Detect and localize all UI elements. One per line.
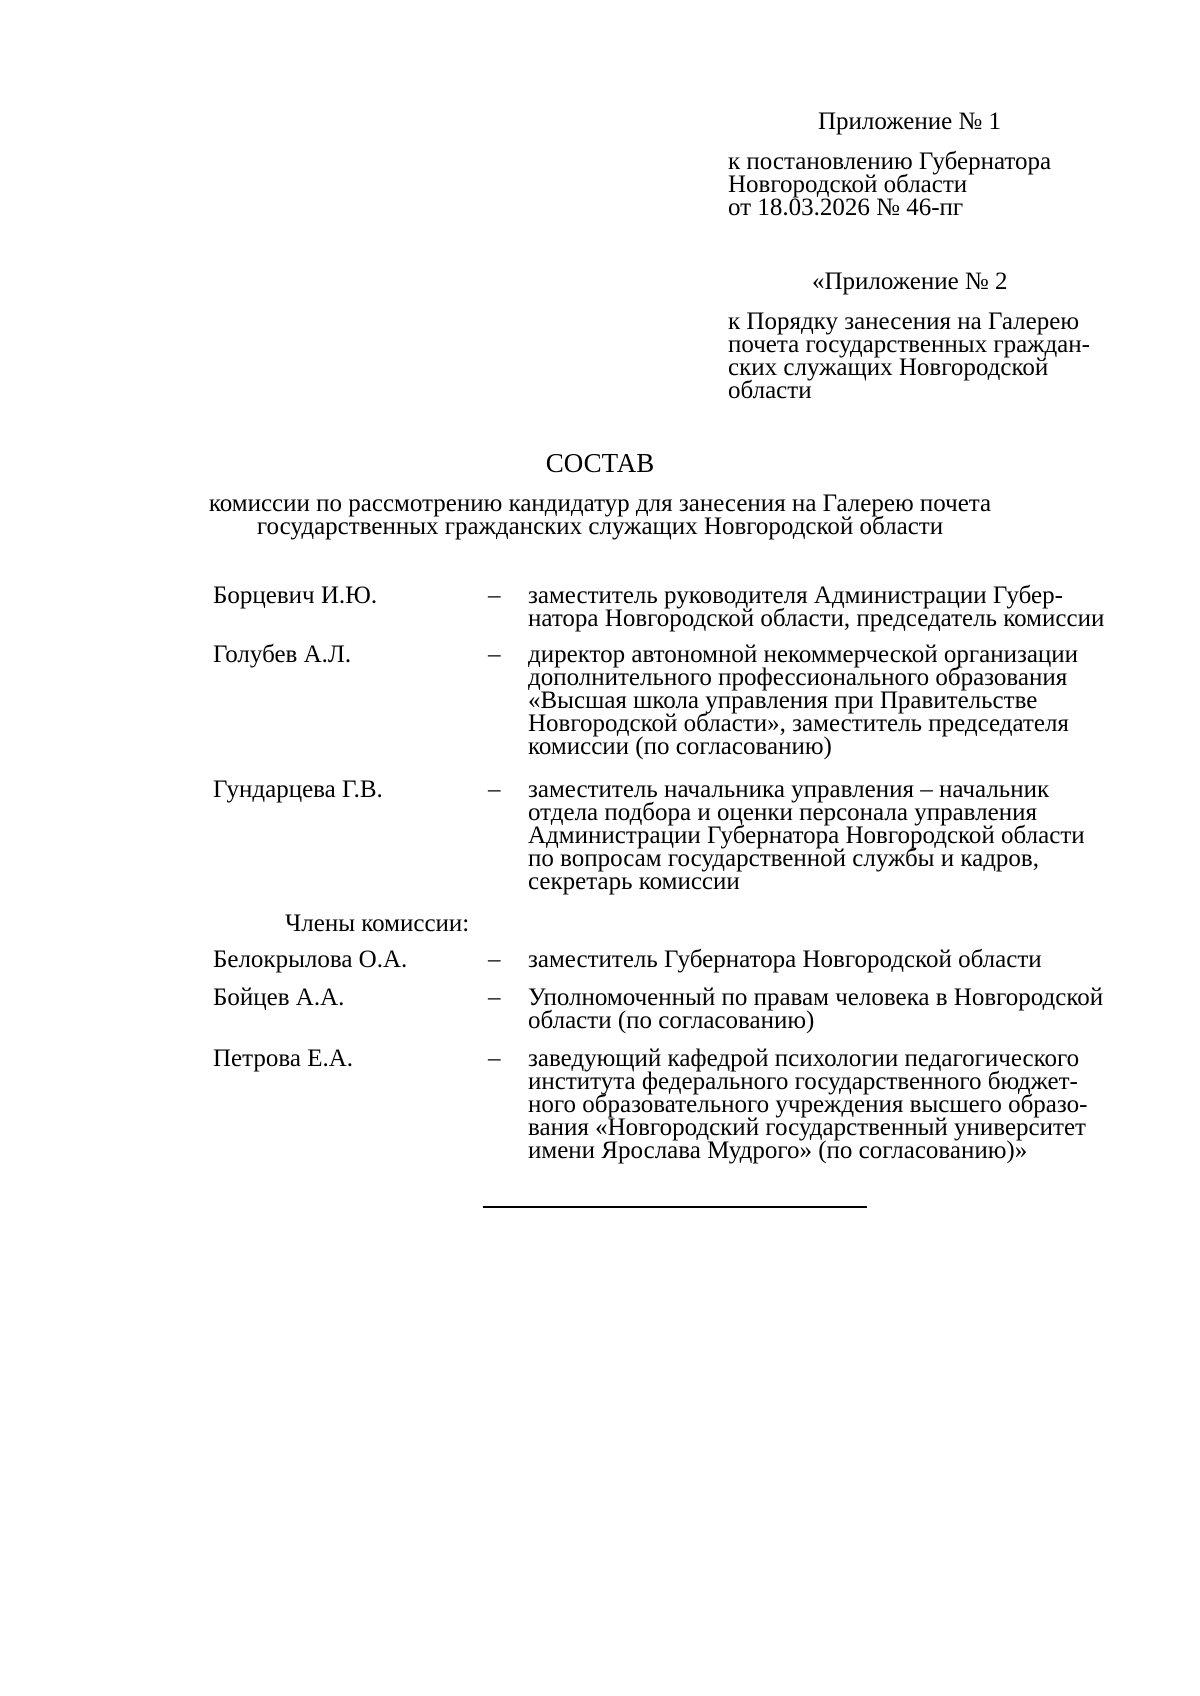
description-line: заведующий кафедрой психологии педагогического xyxy=(528,1045,1080,1072)
appendix1-line: от 18.03.2026 № 46-пг xyxy=(728,194,964,221)
member-dash: – xyxy=(488,1045,501,1072)
member-dash: – xyxy=(488,946,501,973)
member-description xyxy=(528,948,1168,971)
member-description xyxy=(528,643,1168,758)
appendix1-line: к постановлению Губернатора xyxy=(728,148,1052,175)
description-line: области (по согласованию) xyxy=(528,1007,815,1034)
member-name: Белокрылова О.А. xyxy=(213,946,408,973)
appendix2-line: области xyxy=(728,377,812,404)
description-line: «Высшая школа управления при Правительстве xyxy=(528,687,1038,714)
appendix1-line: Новгородской области xyxy=(728,171,968,198)
member-name: Борцевич И.Ю. xyxy=(213,582,378,609)
subtitle-line: государственных гражданских служащих Новгородской области xyxy=(256,513,944,540)
member-description xyxy=(528,986,1168,1032)
closing-rule xyxy=(483,1206,867,1208)
member-name: Голубев А.Л. xyxy=(213,641,352,668)
description-line: секретарь комиссии xyxy=(528,868,740,895)
description-line: имени Ярослава Мудрого» (по согласованию)» xyxy=(528,1137,1028,1164)
description-line: заместитель Губернатора Новгородской области xyxy=(528,946,1042,973)
description-line: директор автономной некоммерческой организации xyxy=(528,641,1079,668)
document-heading: СОСТАВ xyxy=(545,448,655,478)
description-line: Администрации Губернатора Новгородской области xyxy=(528,822,1085,849)
member-dash: – xyxy=(488,641,501,668)
description-line: комиссии (по согласованию) xyxy=(528,733,832,760)
document-subtitle xyxy=(0,492,1200,538)
description-line: заместитель руководителя Администрации Губер- xyxy=(528,582,1063,609)
description-line: Новгородской области», заместитель председателя xyxy=(528,710,1069,737)
appendix2-line: к Порядку занесения на Галерею xyxy=(728,308,1080,335)
member-dash: – xyxy=(488,776,501,803)
description-line: ного образовательного учреждения высшего образо- xyxy=(528,1091,1088,1118)
appendix2-title: «Приложение № 2 xyxy=(812,268,1008,295)
appendix2-line: ских служащих Новгородской xyxy=(728,354,1049,381)
member-description xyxy=(528,778,1168,893)
description-line: института федерального государственного бюджет- xyxy=(528,1068,1078,1095)
description-line: отдела подбора и оценки персонала управления xyxy=(528,799,1037,826)
member-description xyxy=(528,1047,1168,1162)
description-line: по вопросам государственной службы и кадров, xyxy=(528,845,1039,872)
description-line: заместитель начальника управления – начальник xyxy=(528,776,1050,803)
description-line: натора Новгородской области, председатель комиссии xyxy=(528,605,1105,632)
member-name: Петрова Е.А. xyxy=(213,1045,354,1072)
subtitle-line: комиссии по рассмотрению кандидатур для занесения на Галерею почета xyxy=(208,490,992,517)
appendix1-title: Приложение № 1 xyxy=(818,108,1002,135)
member-dash: – xyxy=(488,984,501,1011)
appendix2-line: почета государственных граждан- xyxy=(728,331,1090,358)
member-name: Гундарцева Г.В. xyxy=(213,776,383,803)
member-dash: – xyxy=(488,582,501,609)
description-line: вания «Новгородский государственный университет xyxy=(528,1114,1086,1141)
appendix1-reference xyxy=(728,150,1051,219)
member-name: Бойцев А.А. xyxy=(213,984,345,1011)
description-line: Уполномоченный по правам человека в Новгородской xyxy=(528,984,1104,1011)
member-description xyxy=(528,584,1168,630)
members-label: Члены комиссии: xyxy=(285,910,470,937)
appendix2-reference xyxy=(728,310,1090,402)
description-line: дополнительного профессионального образования xyxy=(528,664,1068,691)
